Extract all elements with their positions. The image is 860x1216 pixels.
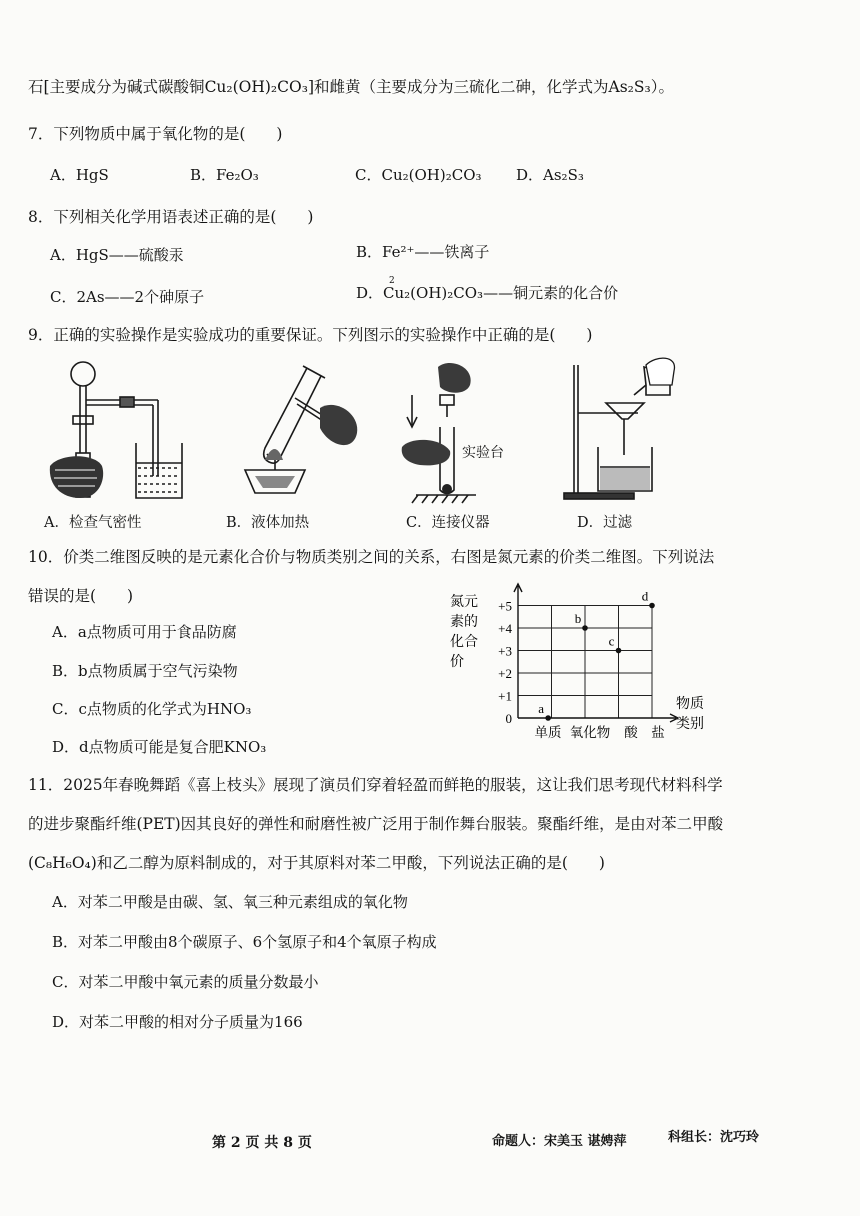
q11-option-d: D．对苯二甲酸的相对分子质量为166: [52, 1013, 303, 1031]
intro-text: 石[主要成分为碱式碳酸铜: [28, 78, 205, 96]
q10-stem-line1: 10．价类二维图反映的是元素化合价与物质类别之间的关系，右图是氮元素的价类二维图。下列说法: [28, 548, 715, 566]
figure-a-caption: A．检查气密性: [44, 515, 142, 531]
q11-stem-line2: 的进步聚酯纤维(PET)因其良好的弹性和耐磨性被广泛用于制作舞台服装。聚酯纤维，是由对苯二甲酸: [28, 815, 724, 833]
q7-stem: 7．下列物质中属于氧化物的是( ): [28, 125, 283, 143]
data-point-b: [582, 625, 588, 631]
question-authors: 命题人：宋美玉 谌娉萍: [492, 1134, 627, 1149]
figure-check-airtightness: [40, 358, 190, 503]
figure-d-caption: D．过滤: [577, 515, 633, 531]
q10-option-c: C．c点物质的化学式为HNO₃: [52, 700, 252, 718]
q11-option-c: C．对苯二甲酸中氧元素的质量分数最小: [52, 973, 319, 991]
figure-filtration: [560, 355, 680, 505]
data-point-d: [649, 603, 655, 609]
y-tick-label: +5: [498, 598, 512, 614]
data-point-a: [545, 715, 551, 721]
figure-heat-liquid: [225, 358, 360, 503]
data-point-label-b: b: [574, 611, 582, 626]
q8-d-text: ——铜元素的化合价: [483, 284, 619, 302]
figure-connect-apparatus: [400, 355, 480, 505]
data-point-c: [616, 648, 622, 654]
y-tick-label: +4: [498, 621, 512, 636]
q10-stem-line2: 错误的是( ): [28, 587, 134, 605]
intro-line: [28, 77, 674, 97]
figure-c-caption: C．连接仪器: [406, 515, 490, 531]
x-category-label: 酸: [624, 725, 638, 741]
intro-formula-malachite: Cu₂(OH)₂CO₃: [204, 78, 308, 96]
page-number: 第 2 页 共 8 页: [212, 1135, 312, 1151]
q11-stem-line3: (C₈H₆O₄)和乙二醇为原料制成的，对于其原料对苯二甲酸，下列说法正确的是( ): [28, 854, 605, 872]
chart-y-label: 氮元素的化合价: [450, 594, 478, 670]
q11-option-a: A．对苯二甲酸是由碳、氢、氧三种元素组成的氧化物: [52, 893, 408, 911]
q7-option-b: B．Fe₂O₃: [190, 166, 259, 184]
q8-d-label: D．: [356, 284, 384, 302]
q8-stem: 8．下列相关化学用语表述正确的是( ): [28, 208, 314, 226]
q11-option-b: B．对苯二甲酸由8个碳原子、6个氢原子和4个氧原子构成: [52, 933, 437, 951]
intro-text-2: ]和雌黄（主要成分为三硫化二砷，化学式为: [307, 78, 609, 96]
q7-option-c: C．Cu₂(OH)₂CO₃: [355, 166, 482, 184]
data-point-label-a: a: [538, 701, 545, 716]
data-point-label-c: c: [608, 633, 615, 649]
q10-option-b: B．b点物质属于空气污染物: [52, 662, 238, 680]
q9-stem: 9．正确的实验操作是实验成功的重要保证。下列图示的实验操作中正确的是( ): [28, 326, 593, 344]
q11-stem-line1: 11．2025年春晚舞蹈《喜上枝头》展现了演员们穿着轻盈而鲜艳的服装，这让我们思考现代材料科学: [28, 776, 723, 794]
intro-formula-orpiment: As₂S₃: [608, 78, 651, 96]
figure-c-bench-label: 实验台: [462, 445, 504, 461]
y-tick-label: +3: [498, 643, 512, 659]
q8-option-c: C．2As——2个砷原子: [50, 288, 205, 306]
chart-points: [538, 589, 655, 721]
chart-x-categories: [535, 724, 666, 741]
nitrogen-valence-chart: [440, 580, 740, 745]
q10-option-a: A．a点物质可用于食品防腐: [52, 623, 237, 641]
q8-d-formula: Cu₂(OH)₂CO₃: [383, 284, 484, 302]
chart-y-ticks: [498, 599, 512, 727]
y-tick-label: +2: [498, 666, 512, 681]
x-category-label: 盐: [651, 725, 665, 741]
q8-option-d: [356, 276, 619, 303]
y-tick-label: +1: [498, 688, 512, 704]
q7-option-d: D．As₂S₃: [516, 166, 584, 184]
chart-x-label: 物质类别: [676, 696, 704, 732]
q7-option-a: A．HgS: [50, 166, 109, 184]
x-category-label: 单质: [534, 725, 562, 741]
data-point-label-d: d: [641, 588, 649, 604]
q10-option-d: D．d点物质可能是复合肥KNO₃: [52, 738, 267, 756]
intro-text-3: ）。: [650, 78, 674, 96]
q8-valence-mark: 2: [389, 276, 395, 286]
x-category-label: 氧化物: [569, 725, 611, 741]
group-leader: 科组长：沈巧玲: [668, 1130, 760, 1145]
q8-option-a: A．HgS——硫酸汞: [50, 246, 184, 264]
q8-option-b: B．Fe²⁺——铁离子: [356, 243, 490, 261]
y-tick-label: 0: [505, 711, 512, 726]
figure-b-caption: B．液体加热: [226, 515, 310, 531]
